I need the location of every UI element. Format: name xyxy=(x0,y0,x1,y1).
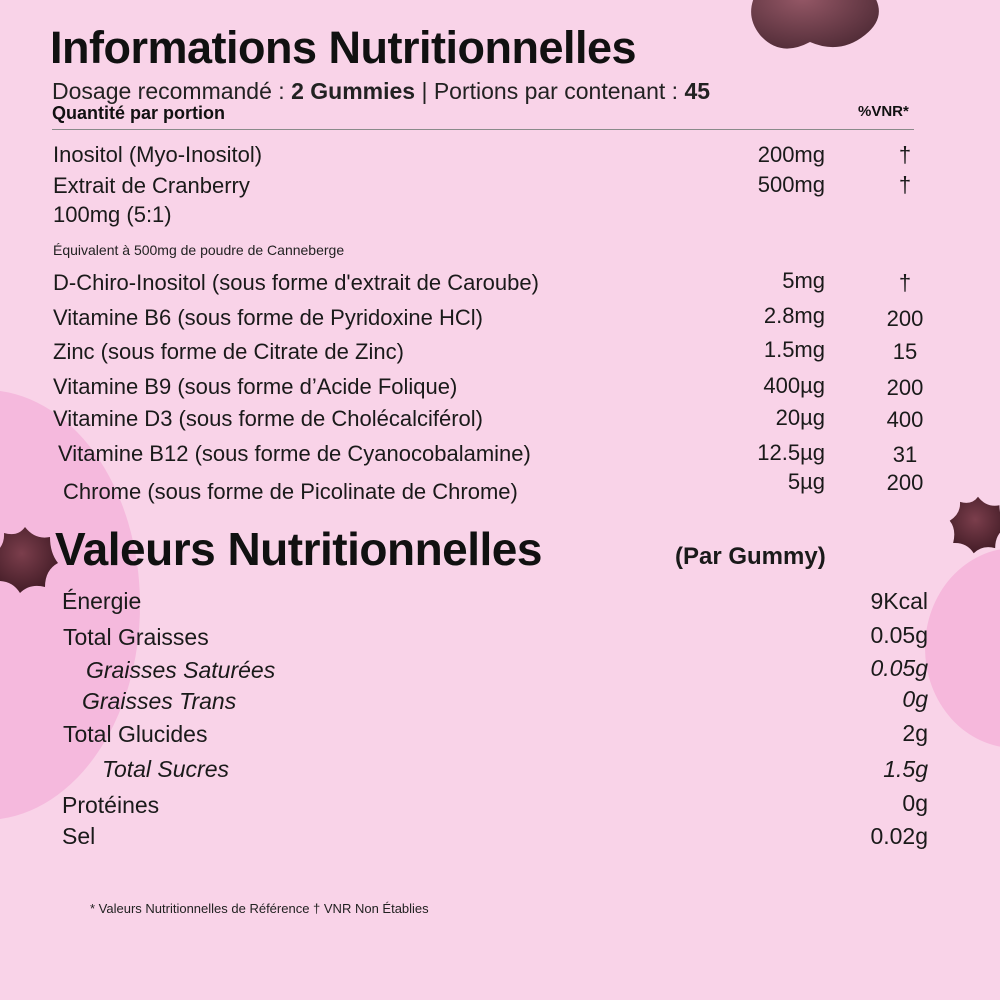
quantity-header: Quantité par portion xyxy=(52,103,225,123)
nutrient-name: Graisses Trans xyxy=(82,688,237,714)
ingredient-name: Vitamine B6 (sous forme de Pyridoxine HCl) xyxy=(53,305,483,330)
ingredient-name: Inositol (Myo-Inositol) xyxy=(53,142,263,167)
ingredient-vnr: 15 xyxy=(892,339,918,364)
dosage-dose: 2 Gummies xyxy=(291,78,416,104)
ingredient-amount: 2.8mg xyxy=(763,303,825,328)
ingredient-name: Vitamine B12 (sous forme de Cyanocobalamine) xyxy=(58,441,531,466)
nutrient-value: 9Kcal xyxy=(870,588,928,614)
gummy-right-decoration xyxy=(948,495,1000,555)
nutrient-value: 0g xyxy=(902,790,928,816)
ingredient-amount: 5µg xyxy=(787,469,825,494)
nutrient-name: Énergie xyxy=(62,588,142,614)
ingredient-vnr: 31 xyxy=(892,442,918,467)
values-subtitle: (Par Gummy) xyxy=(675,543,826,570)
nutrient-value: 0.05g xyxy=(870,622,928,648)
ingredient-name: Extrait de Cranberry xyxy=(53,173,250,198)
gummy-top-decoration xyxy=(745,0,895,60)
nutrient-value: 1.5g xyxy=(883,756,928,782)
ingredient-amount: 5mg xyxy=(782,268,825,293)
dosage-prefix: Dosage recommandé : xyxy=(52,78,292,104)
ingredient-vnr: † xyxy=(898,270,912,295)
nutrient-value: 0.02g xyxy=(870,823,928,849)
ingredient-note: Équivalent à 500mg de poudre de Canneberge xyxy=(53,242,345,258)
ingredient-name-line2: 100mg (5:1) xyxy=(53,202,172,227)
page-title: Informations Nutritionnelles xyxy=(50,22,637,73)
nutrient-name: Total Sucres xyxy=(102,756,229,782)
ingredient-vnr: 200 xyxy=(886,375,924,400)
ingredient-name: Vitamine D3 (sous forme de Cholécalciférol) xyxy=(53,406,483,431)
gummy-left-decoration xyxy=(0,525,60,595)
nutrient-name: Sel xyxy=(62,823,96,849)
ingredient-name: Chrome (sous forme de Picolinate de Chrome) xyxy=(63,479,518,504)
nutrient-name: Protéines xyxy=(62,792,160,818)
dosage-portions: 45 xyxy=(684,78,711,104)
ingredient-vnr: 200 xyxy=(886,470,924,495)
ingredient-name: D-Chiro-Inositol (sous forme d'extrait de Caroube) xyxy=(53,270,539,295)
ingredient-name: Zinc (sous forme de Citrate de Zinc) xyxy=(53,339,404,364)
ingredient-amount: 500mg xyxy=(757,172,825,197)
decorative-circle-right xyxy=(925,548,1000,748)
nutrient-value: 2g xyxy=(902,720,928,746)
ingredient-amount: 1.5mg xyxy=(763,337,825,362)
dosage-middle: | Portions par contenant : xyxy=(415,78,685,104)
nutrient-value: 0.05g xyxy=(870,655,928,681)
ingredient-vnr: † xyxy=(898,142,912,167)
ingredient-name: Vitamine B9 (sous forme d’Acide Folique) xyxy=(53,374,458,399)
ingredient-amount: 20µg xyxy=(775,405,825,430)
ingredient-vnr: 400 xyxy=(886,407,924,432)
values-title: Valeurs Nutritionnelles xyxy=(55,523,542,575)
header-divider xyxy=(52,129,914,130)
vnr-header: %VNR* xyxy=(858,103,909,120)
nutrient-name: Total Glucides xyxy=(63,721,208,747)
ingredient-vnr: † xyxy=(898,172,912,197)
nutrient-value: 0g xyxy=(902,686,928,712)
dosage-line xyxy=(52,78,710,105)
nutrient-name: Total Graisses xyxy=(63,624,209,650)
ingredient-amount: 200mg xyxy=(757,142,825,167)
ingredient-amount: 12.5µg xyxy=(757,440,825,465)
nutrient-name: Graisses Saturées xyxy=(86,657,276,683)
footnote: * Valeurs Nutritionnelles de Référence † VNR Non Établies xyxy=(90,901,429,916)
ingredient-vnr: 200 xyxy=(886,306,924,331)
ingredient-amount: 400µg xyxy=(763,373,825,398)
